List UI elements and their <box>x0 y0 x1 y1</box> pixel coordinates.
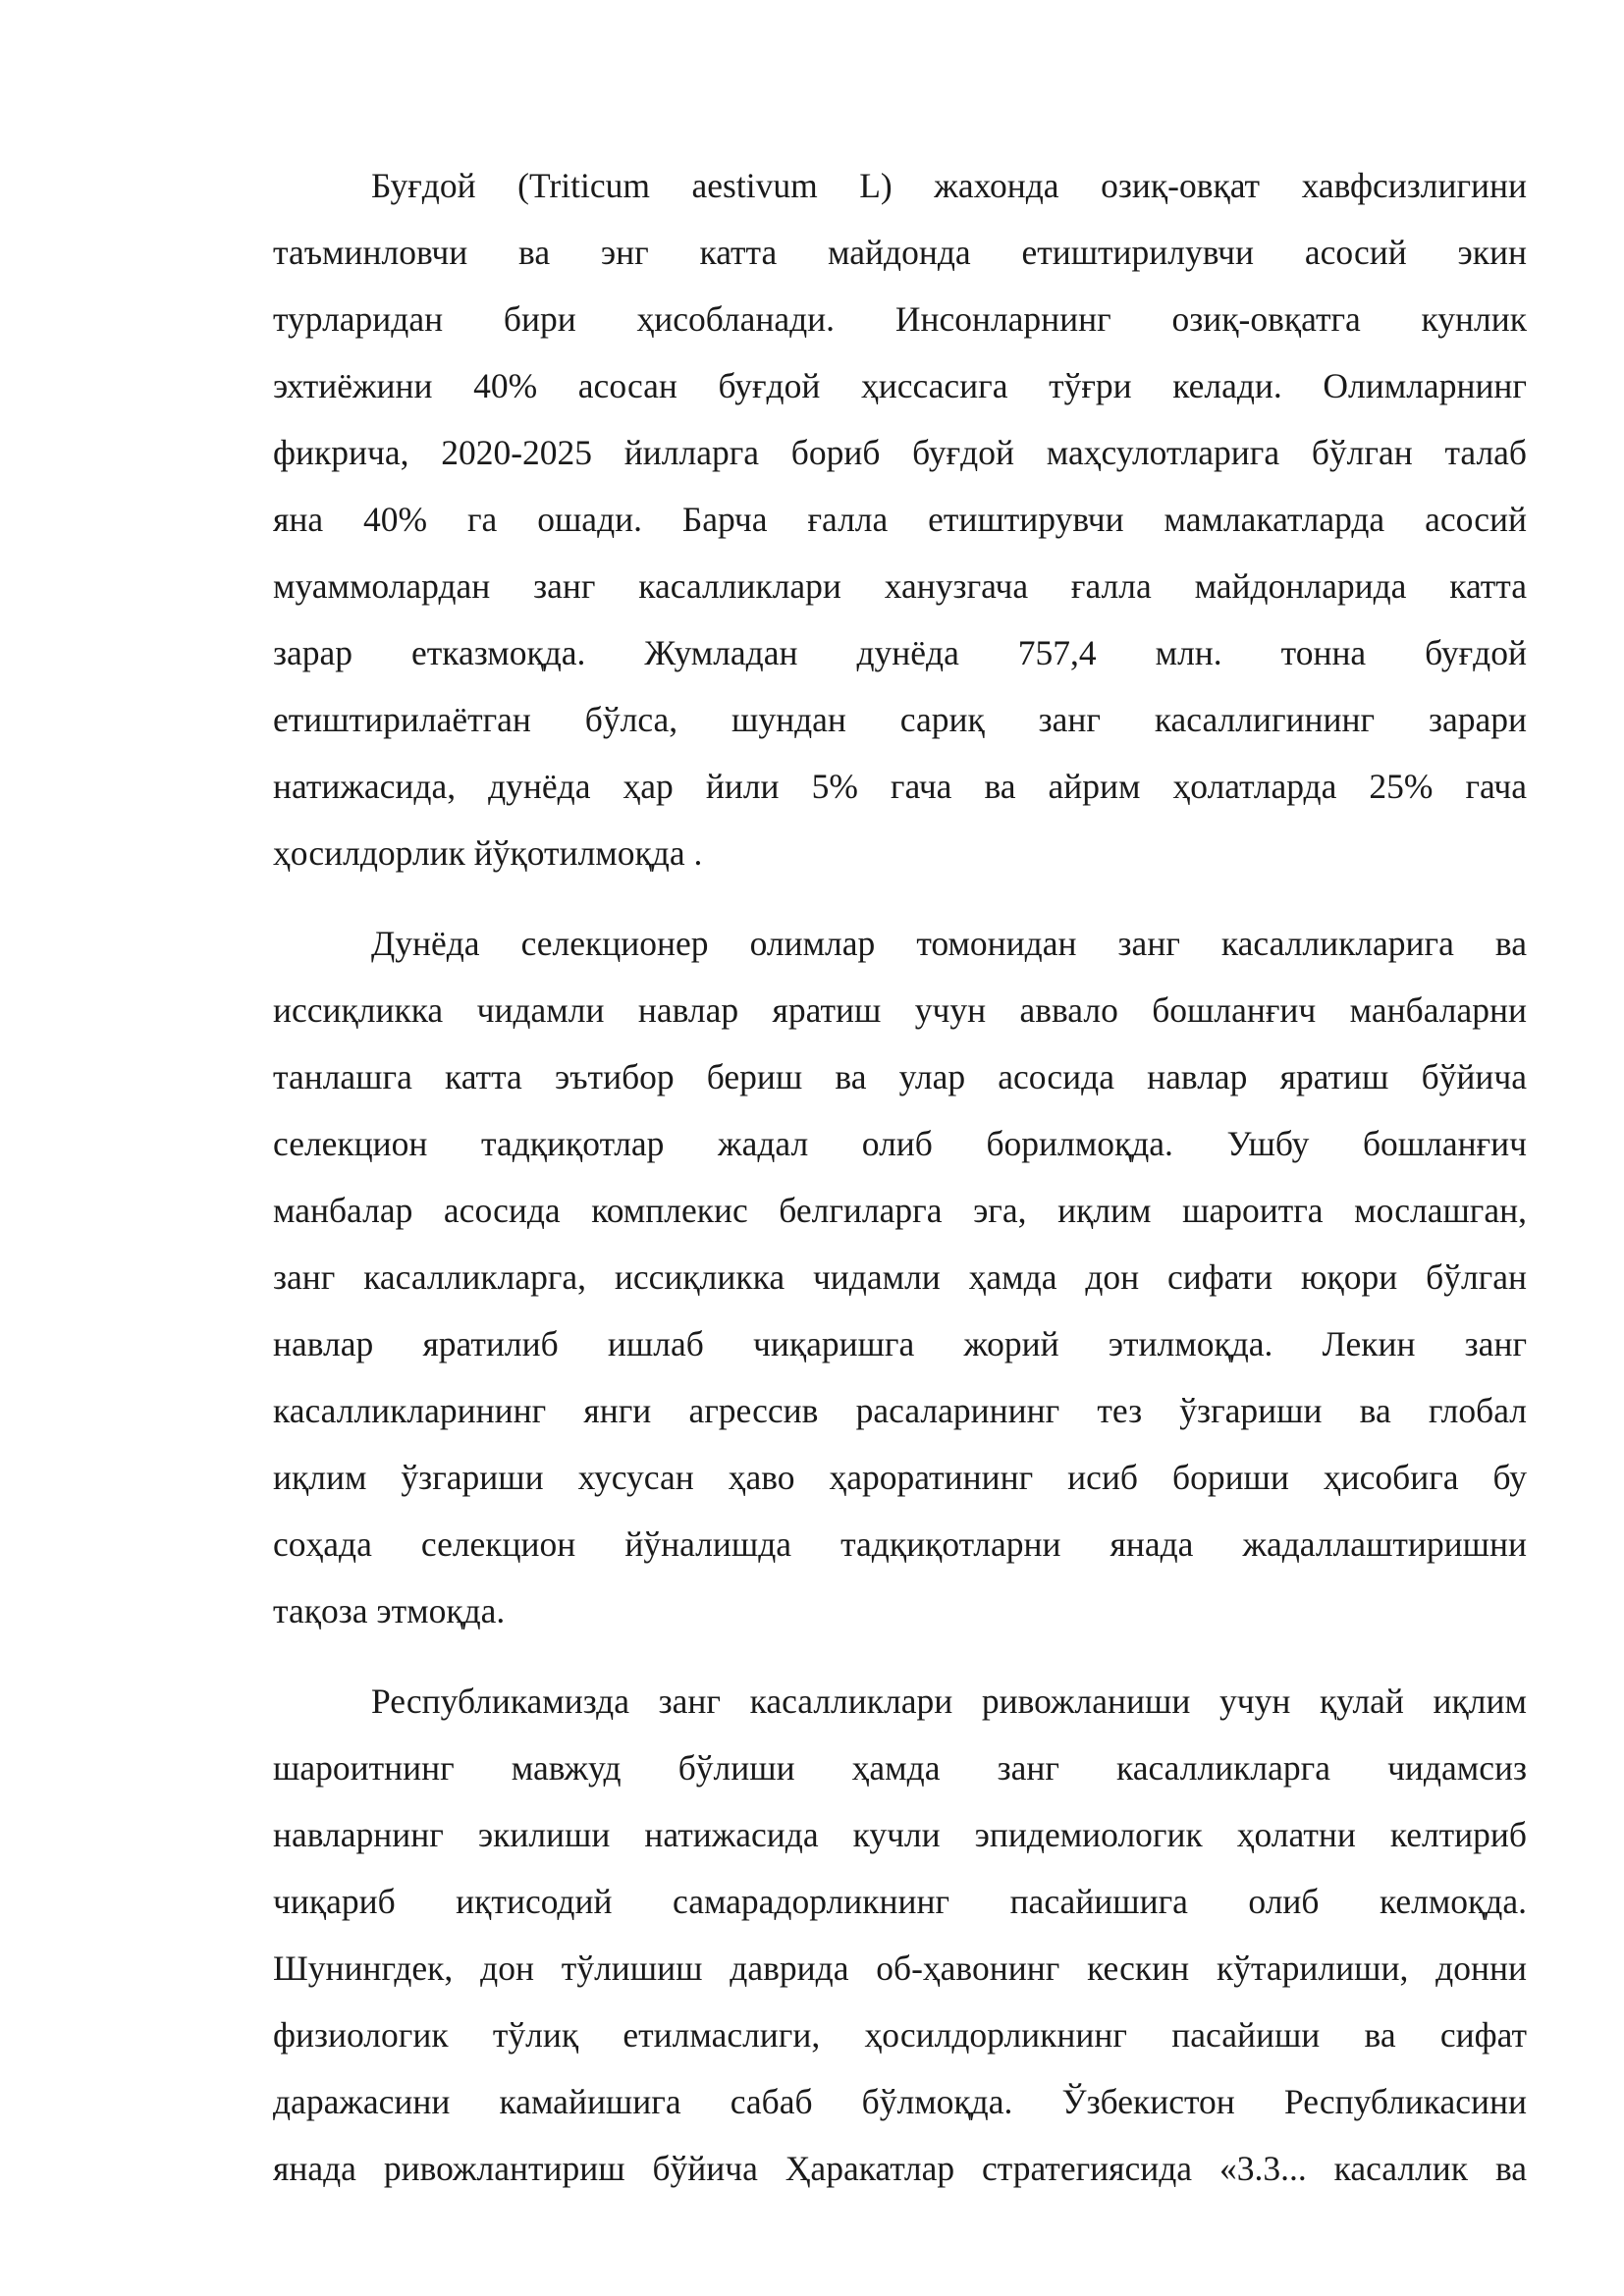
text-line: натижасида, дунёда ҳар йили 5% гача ва айрим ҳолатларда 25% гача <box>273 767 1527 806</box>
text-line: таъминловчи ва энг катта майдонда етиштирилувчи асосий экин <box>273 233 1527 272</box>
text-line: Дунёда селекционер олимлар томонидан занг касалликларига ва <box>371 924 1527 963</box>
paragraph-spacer <box>273 1644 1527 1668</box>
body-text <box>273 152 1527 2202</box>
text-line: танлашга катта эътибор бериш ва улар асосида навлар яратиш бўйича <box>273 1057 1527 1096</box>
text-line: манбалар асосида комплекис белгиларга эга, иқлим шароитга мослашган, <box>273 1191 1527 1230</box>
text-line: шароитнинг мавжуд бўлиши ҳамда занг касалликларга чидамсиз <box>273 1748 1527 1788</box>
text-line: соҳада селекцион йўналишда тадқиқотларни янада жадаллаштиришни <box>273 1524 1527 1564</box>
text-line: иссиқликка чидамли навлар яратиш учун аввало бошланғич манбаларни <box>273 990 1527 1030</box>
text-line: янада ривожлантириш бўйича Ҳаракатлар стратегиясида «3.3... касаллик ва <box>273 2149 1527 2188</box>
text-line: селекцион тадқиқотлар жадал олиб борилмоқда. Ушбу бошланғич <box>273 1124 1527 1163</box>
text-line: даражасини камайишига сабаб бўлмоқда. Ўзбекистон Республикасини <box>273 2082 1527 2121</box>
text-line: Буғдой (Triticum aestivum L) жахонда озиқ-овқат хавфсизлигини <box>371 166 1527 205</box>
text-line: навлар яратилиб ишлаб чиқаришга жорий этилмоқда. Лекин занг <box>273 1324 1527 1363</box>
text-line: навларнинг экилиши натижасида кучли эпидемиологик ҳолатни келтириб <box>273 1815 1527 1854</box>
text-line: Шунингдек, дон тўлишиш даврида об-ҳавонинг кескин кўтарилиши, донни <box>273 1949 1527 1988</box>
text-line: иқлим ўзгариши хусусан ҳаво ҳароратининг исиб бориши ҳисобига бу <box>273 1458 1527 1497</box>
text-line: тақоза этмоқда. <box>273 1591 506 1630</box>
text-line: етиштирилаётган бўлса, шундан сариқ занг касаллигининг зарари <box>273 700 1527 739</box>
text-line: занг касалликларга, иссиқликка чидамли ҳамда дон сифати юқори бўлган <box>273 1257 1527 1297</box>
paragraph-3 <box>273 1668 1527 2202</box>
paragraph-2 <box>273 910 1527 1644</box>
text-line: зарар етказмоқда. Жумладан дунёда 757,4 млн. тонна буғдой <box>273 633 1527 672</box>
text-line: фикрича, 2020-2025 йилларга бориб буғдой маҳсулотларига бўлган талаб <box>273 433 1527 472</box>
paragraph-spacer <box>273 886 1527 910</box>
text-line: Республикамизда занг касалликлари ривожланиши учун қулай иқлим <box>371 1682 1527 1721</box>
text-line: муаммолардан занг касалликлари ханузгача ғалла майдонларида катта <box>273 566 1527 606</box>
text-line: турларидан бири ҳисобланади. Инсонларнинг озиқ-овқатга кунлик <box>273 299 1527 339</box>
text-line: ҳосилдорлик йўқотилмоқда . <box>273 833 703 873</box>
text-line: физиологик тўлиқ етилмаслиги, ҳосилдорликнинг пасайиши ва сифат <box>273 2015 1527 2055</box>
paragraph-1 <box>273 152 1527 886</box>
text-line: касалликларининг янги агрессив расаларининг тез ўзгариши ва глобал <box>273 1391 1527 1430</box>
text-line: эхтиёжини 40% асосан буғдой ҳиссасига тўғри келади. Олимларнинг <box>273 366 1527 405</box>
text-line: чиқариб иқтисодий самарадорликнинг пасайишига олиб келмоқда. <box>273 1882 1527 1921</box>
text-line: яна 40% га ошади. Барча ғалла етиштирувчи мамлакатларда асосий <box>273 500 1527 539</box>
